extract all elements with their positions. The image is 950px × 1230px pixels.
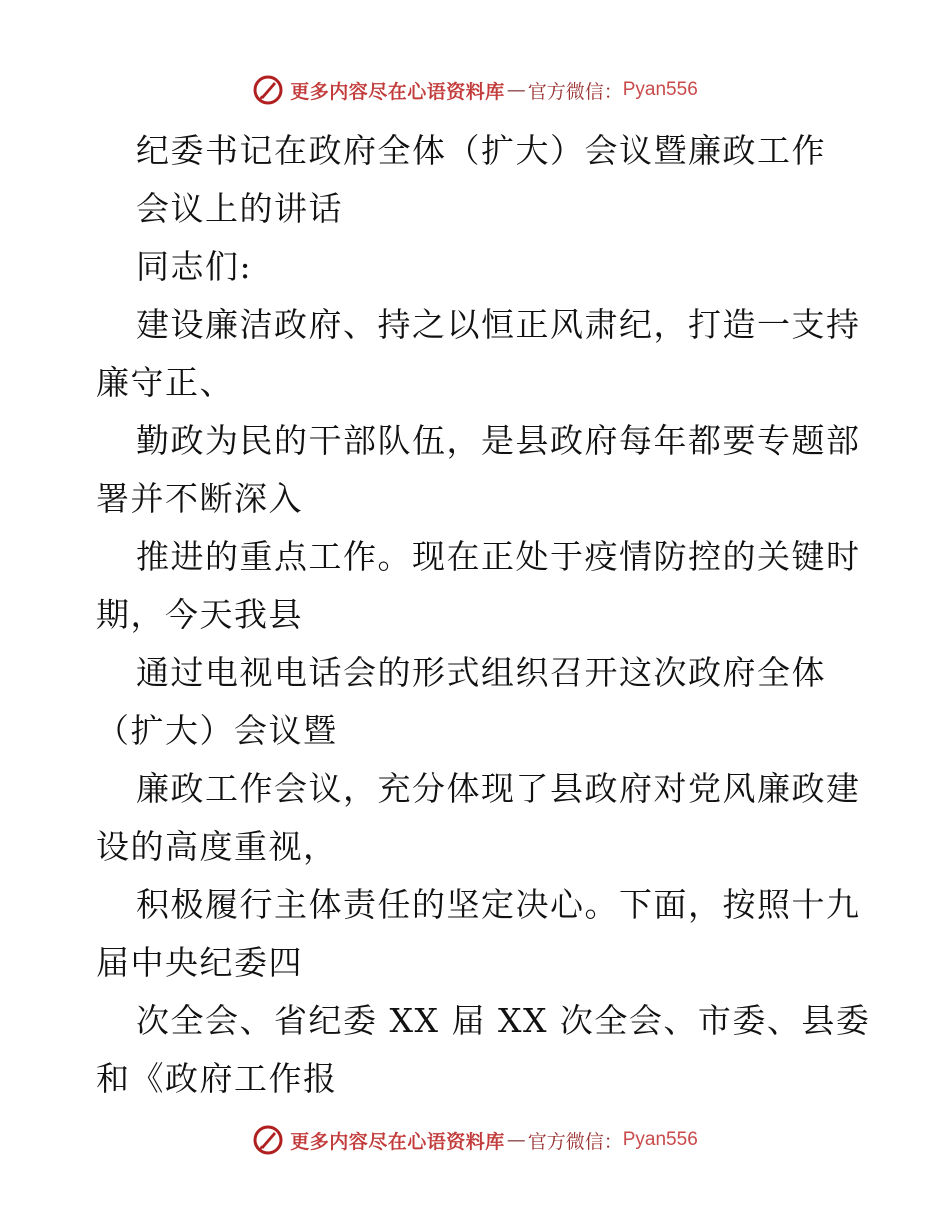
doc-line: 届中央纪委四 [96,943,303,982]
banner-wechat-id: Pyan556 [622,1129,698,1150]
banner-dash: — [506,79,526,101]
header-banner [0,70,950,110]
feather-pen-logo-icon [252,1124,284,1156]
banner-dash: — [506,1129,526,1151]
banner-main-text: 更多内容尽在心语资料库 [290,1130,505,1153]
doc-title-line-2: 会议上的讲话 [136,189,343,228]
doc-line: 廉守正、 [96,363,234,402]
doc-salutation: 同志们: [136,247,253,286]
doc-line: 建设廉洁政府、持之以恒正风肃纪，打造一支持 [136,305,861,344]
doc-line: 设的高度重视， [96,827,338,866]
doc-line: 署并不断深入 [96,479,303,518]
doc-line: （扩大）会议暨 [96,711,338,750]
document-body [96,122,871,1108]
banner-wechat-label: 官方微信： [527,1130,623,1153]
doc-line: 廉政工作会议，充分体现了县政府对党风廉政建 [136,769,861,808]
banner-main-text: 更多内容尽在心语资料库 [290,80,505,103]
doc-title-line-1: 纪委书记在政府全体（扩大）会议暨廉政工作 [136,131,826,170]
doc-line: 积极履行主体责任的坚定决心。下面，按照十九 [136,885,861,924]
banner-wechat-label: 官方微信： [527,80,623,103]
doc-line: 和《政府工作报 [96,1059,338,1098]
banner-wechat-id: Pyan556 [622,79,698,100]
footer-banner [0,1120,950,1160]
doc-line: 次全会、省纪委 XX 届 XX 次全会、市委、县委 [136,1001,871,1040]
feather-pen-logo-icon [252,74,284,106]
doc-line: 通过电视电话会的形式组织召开这次政府全体 [136,653,826,692]
doc-line: 期，今天我县 [96,595,303,634]
doc-line: 推进的重点工作。现在正处于疫情防控的关键时 [136,537,861,576]
doc-line: 勤政为民的干部队伍，是县政府每年都要专题部 [136,421,861,460]
